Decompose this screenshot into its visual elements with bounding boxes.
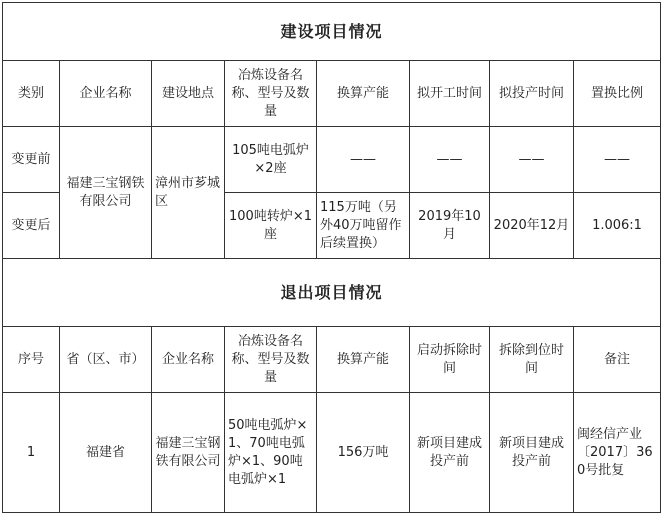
project-table bbox=[2, 2, 661, 513]
construction-location: 漳州市芗城区 bbox=[152, 127, 225, 259]
before-ratio: —— bbox=[574, 127, 661, 193]
exit-row-equipment: 50吨电弧炉×1、70吨电弧炉×1、90吨电弧炉×1 bbox=[225, 393, 317, 513]
header-equipment: 冶炼设备名称、型号及数量 bbox=[225, 61, 317, 127]
exit-header-company: 企业名称 bbox=[152, 327, 225, 393]
exit-row bbox=[3, 393, 661, 513]
after-start-time: 2019年10月 bbox=[410, 193, 490, 259]
exit-header-row bbox=[3, 327, 661, 393]
exit-header-equipment: 冶炼设备名称、型号及数量 bbox=[225, 327, 317, 393]
construction-title-row bbox=[3, 3, 661, 61]
exit-row-no: 1 bbox=[3, 393, 60, 513]
header-start-time: 拟开工时间 bbox=[410, 61, 490, 127]
exit-title: 退出项目情况 bbox=[3, 259, 661, 327]
construction-header-row bbox=[3, 61, 661, 127]
exit-row-capacity: 156万吨 bbox=[317, 393, 410, 513]
exit-row-company: 福建三宝钢铁有限公司 bbox=[152, 393, 225, 513]
after-production-time: 2020年12月 bbox=[490, 193, 574, 259]
after-ratio: 1.006:1 bbox=[574, 193, 661, 259]
header-company: 企业名称 bbox=[60, 61, 152, 127]
header-production-time: 拟投产时间 bbox=[490, 61, 574, 127]
construction-title: 建设项目情况 bbox=[3, 3, 661, 61]
row-before bbox=[3, 127, 661, 193]
exit-row-start: 新项目建成投产前 bbox=[410, 393, 490, 513]
construction-company: 福建三宝钢铁有限公司 bbox=[60, 127, 152, 259]
exit-header-note: 备注 bbox=[574, 327, 661, 393]
header-location: 建设地点 bbox=[152, 61, 225, 127]
exit-header-province: 省（区、市） bbox=[60, 327, 152, 393]
before-start-time: —— bbox=[410, 127, 490, 193]
header-capacity: 换算产能 bbox=[317, 61, 410, 127]
header-ratio: 置换比例 bbox=[574, 61, 661, 127]
exit-row-province: 福建省 bbox=[60, 393, 152, 513]
after-capacity: 115万吨（另外40万吨留作后续置换） bbox=[317, 193, 410, 259]
exit-title-row bbox=[3, 259, 661, 327]
exit-header-capacity: 换算产能 bbox=[317, 327, 410, 393]
exit-header-start: 启动拆除时间 bbox=[410, 327, 490, 393]
before-category: 变更前 bbox=[3, 127, 60, 193]
before-capacity: —— bbox=[317, 127, 410, 193]
before-equipment: 105吨电弧炉×2座 bbox=[225, 127, 317, 193]
after-equipment: 100吨转炉×1座 bbox=[225, 193, 317, 259]
header-category: 类别 bbox=[3, 61, 60, 127]
exit-row-done: 新项目建成投产前 bbox=[490, 393, 574, 513]
after-category: 变更后 bbox=[3, 193, 60, 259]
before-production-time: —— bbox=[490, 127, 574, 193]
exit-row-note: 闽经信产业〔2017〕360号批复 bbox=[574, 393, 661, 513]
exit-header-done: 拆除到位时间 bbox=[490, 327, 574, 393]
exit-header-no: 序号 bbox=[3, 327, 60, 393]
